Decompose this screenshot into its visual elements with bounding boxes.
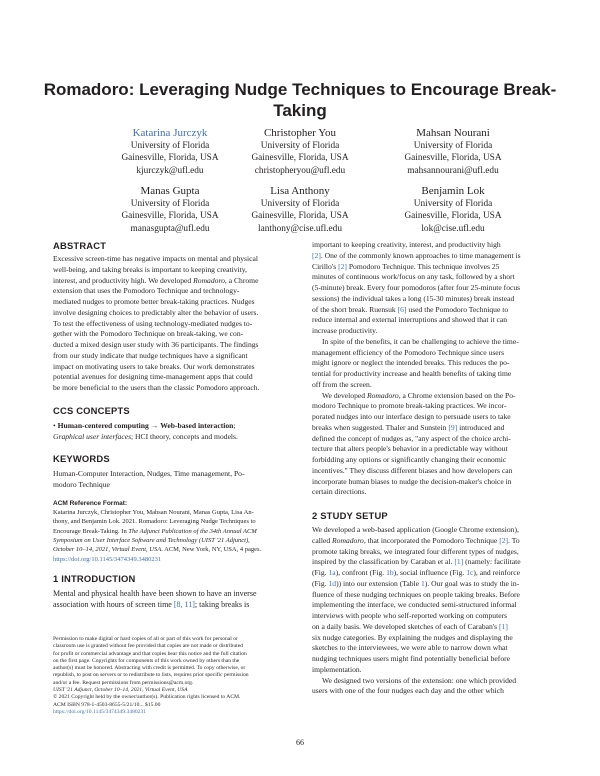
author-block bbox=[215, 126, 385, 177]
permission-footnote: Permission to make digital or hard copies of all or part of this work for personal or classroom use is granted without fee provided that copies are not made or distributed for profit or commercial advantage and that copies bear this notice and the full citation on the first page. Copyrights for components of this work owned by others than the author(s) must be honored. Abstracting with credit is permitted. To copy otherwise, or republish, to post on servers or to redistribute to lists, requires prior specific permission and/or a fee. Request permissions from permissions@acm.org. UIST '21 Adjunct, October 10–14, 2021, Virtual Event, USA © 2021 Copyright held by the owner/author(s). Publication rights licensed to ACM. ACM ISBN 978-1-4503-8655-5/21/10... $15.00 https://doi.org/10.1145/3474349.3480231 bbox=[53, 636, 300, 716]
paragraph: important to keeping creativity, interest, and productivity high [2]. One of the commonly known approaches to time management is Cirillo's [2] Pomodoro Technique. This technique involves 25 minutes of continuous work/focus on any task, followed by a short (5-minute) break. Every four pomodoros (after four 25-minute focus sessions) the individual takes a long (15-30 minutes) break instead of the short break. Ruensuk [6] used the Pomodoro Technique to reduce internal and external interruptions and showed that it can increase productivity. bbox=[312, 240, 521, 335]
author-affiliation: University of Florida bbox=[413, 199, 493, 209]
ccs-text: • Human-centered computing → Web-based interaction; Graphical user interfaces; HCI theory, concepts and models. bbox=[53, 420, 238, 441]
acm-reference: ACM Reference Format: Katarina Jurczyk, Christopher You, Mahsan Nourani, Manas Gupta, Lisa An- thony, and Benjamin Lok. 2021. Romadoro: Leveraging Nudge Techniques to Encourage Break-Taking. In The Adjunct Publication of the 34th Annual ACM Symposium on User Interface Software and Technology (UIST '21 Adjunct), October 10–14, 2021, Virtual Event, USA. ACM, New York, NY, USA, 4 pages. https://doi.org/10.1145/3474349.3480231 bbox=[53, 499, 300, 564]
author-block bbox=[368, 184, 538, 235]
author-email: kjurczyk@ufl.edu bbox=[136, 165, 204, 176]
author-location: Gainesville, Florida, USA bbox=[121, 211, 219, 222]
author-email: christopheryou@ufl.edu bbox=[254, 165, 346, 176]
author-location: Gainesville, Florida, USA bbox=[251, 153, 349, 164]
author-block bbox=[215, 184, 385, 235]
author-name: Lisa Anthony bbox=[270, 185, 330, 197]
ccs-heading: CCS CONCEPTS bbox=[53, 404, 130, 416]
keywords-heading: KEYWORDS bbox=[53, 453, 110, 465]
intro-heading: 1 INTRODUCTION bbox=[53, 572, 136, 584]
abstract-text: Excessive screen-time has negative impacts on mental and physical well-being, and taking breaks is important to keeping creativity, interest, and productivity high. We developed Romadoro, a Chrome extension that uses the Pomodoro Technique and technology- mediated nudges to promote better break-taking practices. Nudges involve designing choices to predictably alter the behavior of users. To test the effectiveness of using technology-mediated nudges to- gether with the Pomodoro Technique on break-taking, we con- ducted a mixed design user study with 36 participants. The findings from our study indicate that nudge techniques have a significant impact on motivating users to take breaks. Our work demonstrates potential avenues for designing time-management apps that could be more beneficial to the users than the classic Pomodoro approach. bbox=[53, 254, 260, 392]
paper-title: Romadoro: Leveraging Nudge Techniques to Encourage Break-Taking bbox=[43, 80, 557, 120]
author-location: Gainesville, Florida, USA bbox=[404, 211, 502, 222]
author-location: Gainesville, Florida, USA bbox=[121, 153, 219, 164]
author-affiliation: University of Florida bbox=[413, 141, 493, 151]
author-block bbox=[368, 126, 538, 177]
author-affiliation: University of Florida bbox=[130, 199, 210, 209]
author-email: lok@cise.ufl.edu bbox=[421, 223, 485, 234]
intro-text: Mental and physical health have been shown to have an inverse association with hours of screen time [8, 11]; taking breaks is bbox=[53, 588, 257, 610]
author-name: Manas Gupta bbox=[140, 185, 200, 197]
paragraph: In spite of the benefits, it can be challenging to achieve the time- management efficiency of the Pomodoro Technique since users might ignore or neglect the intended breaks. This reduces the po- tential for productivity increase and health benefits of taking time off from the screen. bbox=[312, 336, 519, 389]
page-number: 66 bbox=[296, 738, 304, 747]
paragraph: We developed Romadoro, a Chrome extension based on the Po- modoro Technique to promote break-taking practices. We incor- porated nudges into our interface design to persuade users to take breaks when suggested. Thaler and Sunstein [9] introduced and defined the concept of nudges as, "any aspect of the choice archi- tecture that alters people's behavior in a predictable way without forbidding any options or significantly changing their economic incentives." They discuss different biases and how developers can incorporate human biases to nudge the decision-maker's choice in certain directions. bbox=[312, 390, 516, 497]
author-name: Mahsan Nourani bbox=[416, 127, 490, 139]
author-name[interactable]: Katarina Jurczyk bbox=[132, 127, 208, 139]
author-email: mahsannourani@ufl.edu bbox=[407, 165, 499, 176]
right-column bbox=[312, 240, 559, 697]
author-name: Christopher You bbox=[263, 127, 337, 139]
author-location: Gainesville, Florida, USA bbox=[404, 153, 502, 164]
author-affiliation: University of Florida bbox=[130, 141, 210, 151]
permission-doi-link[interactable]: https://doi.org/10.1145/3474349.3480231 bbox=[53, 708, 147, 715]
doi-link[interactable]: https://doi.org/10.1145/3474349.3480231 bbox=[53, 555, 162, 563]
keywords-text: Human-Computer Interaction, Nudges, Time management, Po- modoro Technique bbox=[53, 469, 245, 489]
author-name: Benjamin Lok bbox=[421, 185, 485, 197]
author-affiliation: University of Florida bbox=[260, 199, 340, 209]
abstract-heading: ABSTRACT bbox=[53, 240, 107, 251]
author-location: Gainesville, Florida, USA bbox=[251, 211, 349, 222]
author-email: manasgupta@ufl.edu bbox=[130, 223, 210, 234]
study-setup-heading: 2 STUDY SETUP bbox=[312, 510, 388, 521]
author-affiliation: University of Florida bbox=[260, 141, 340, 151]
paragraph: We developed a web-based application (Google Chrome extension), called Romadoro, that incorporated the Pomodoro Technique [2]. To promote taking breaks, we integrated four different types of nudges, inspired by the classification by Caraban et al. [1] (namely: facilitate (Fig. 1a), confront (Fig. 1b), social influence (Fig. 1c), and reinforce (Fig. 1d)) into our extension (Table 1). Our goal was to study the in- fluence of these nudging techniques on people taking breaks. Before implementing the interface, we conducted semi-structured informal interviews with people who self-reported working on computers on a daily basis. We developed sketches of each of Caraban's [1] six nudge categories. By explaining the nudges and displaying the sketches to the interviewees, we were able to narrow down what nudging techniques users might find potentially beneficial before implementation. bbox=[312, 525, 521, 674]
author-email: lanthony@cise.ufl.edu bbox=[258, 223, 342, 234]
paragraph: We designed two versions of the extension: one which provided users with one of the four nudges each day and the other which bbox=[312, 675, 517, 696]
left-column bbox=[53, 240, 300, 611]
